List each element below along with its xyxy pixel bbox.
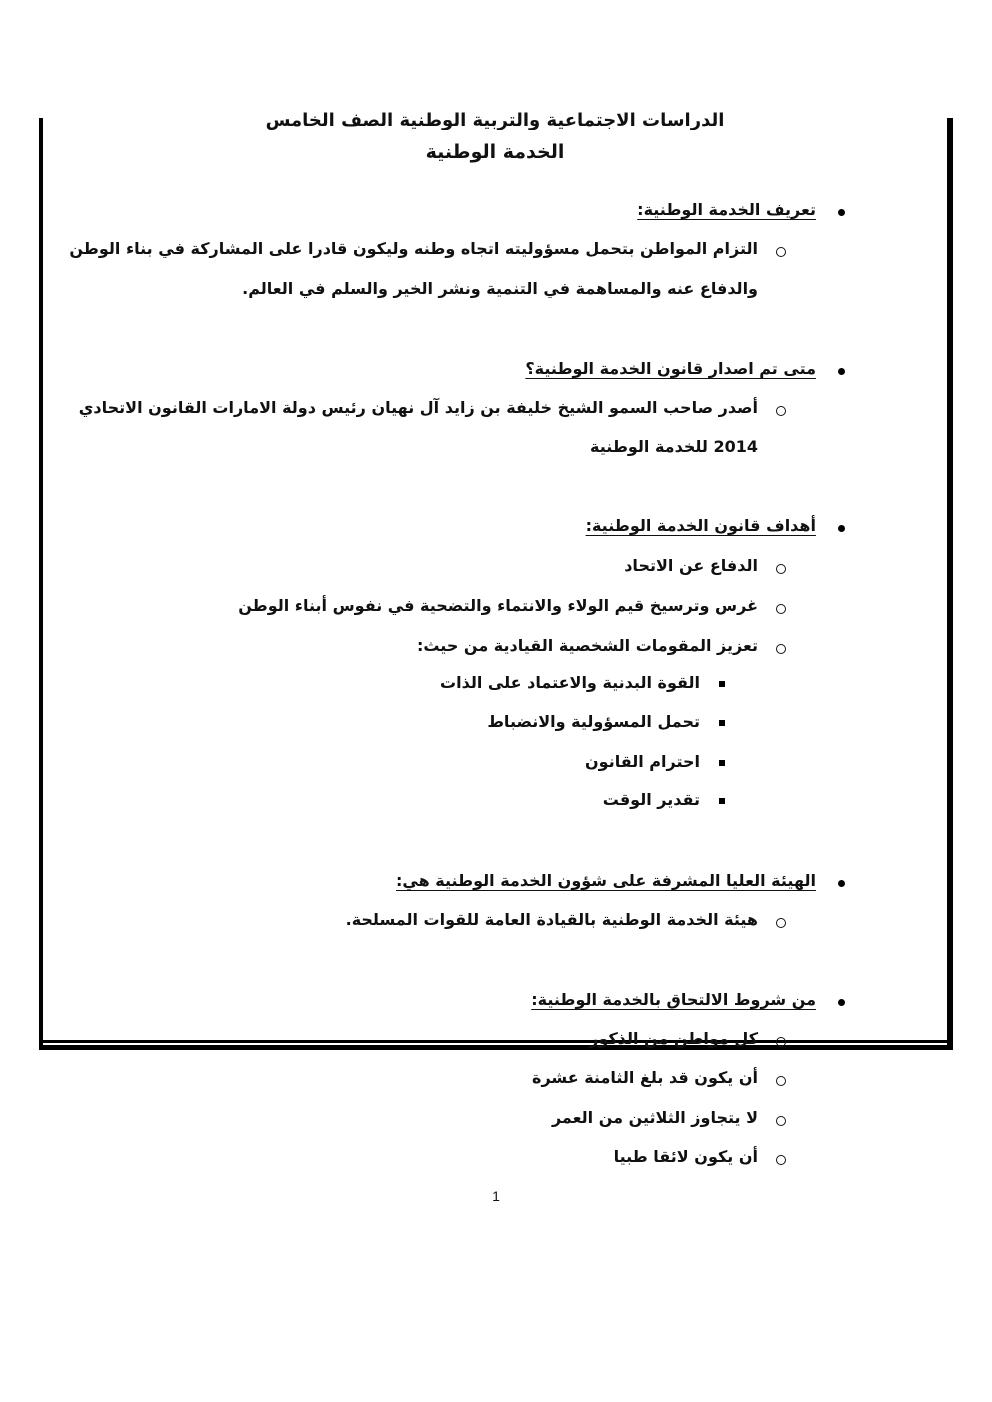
circle-bullet-icon — [776, 564, 786, 574]
list-item: تعزيز المقومات الشخصية القيادية من حيث: — [0, 636, 992, 658]
page-number: 1 — [492, 1188, 500, 1204]
list-item: لا يتجاوز الثلاثين من العمر — [0, 1108, 992, 1130]
list-item: الدفاع عن الاتحاد — [0, 556, 992, 578]
circle-bullet-icon — [776, 1116, 786, 1126]
list-item: أصدر صاحب السمو الشيخ خليفة بن زايد آل نهيان رئيس دولة الامارات القانون الاتحادي — [0, 398, 992, 420]
section-heading: الهيئة العليا المشرفة على شؤون الخدمة الوطنية هي: — [0, 871, 992, 893]
list-item: غرس وترسيخ قيم الولاء والانتماء والتضحية في نفوس أبناء الوطن — [0, 596, 992, 618]
circle-bullet-icon — [776, 1155, 786, 1165]
sub-list-item: احترام القانون — [0, 752, 992, 774]
square-bullet-icon — [719, 681, 725, 687]
square-bullet-icon — [719, 798, 725, 804]
list-item: هيئة الخدمة الوطنية بالقيادة العامة للقوات المسلحة. — [0, 910, 992, 932]
list-item-continuation: والدفاع عنه والمساهمة في التنمية ونشر الخير والسلم في العالم. — [242, 279, 758, 298]
circle-bullet-icon — [776, 918, 786, 928]
sub-list-item: تقدير الوقت — [0, 790, 992, 812]
bullet-dot-icon — [838, 525, 845, 532]
bullet-dot-icon — [838, 368, 845, 375]
circle-bullet-icon — [776, 406, 786, 416]
list-item: أن يكون قد بلغ الثامنة عشرة — [0, 1068, 992, 1090]
circle-bullet-icon — [776, 604, 786, 614]
section-heading: متى تم اصدار قانون الخدمة الوطنية؟ — [0, 359, 992, 381]
square-bullet-icon — [719, 720, 725, 726]
bullet-dot-icon — [838, 209, 845, 216]
bullet-dot-icon — [838, 999, 845, 1006]
subject-line: الدراسات الاجتماعية والتربية الوطنية الصف الخامس — [265, 110, 725, 130]
page-title: الخدمة الوطنية — [425, 141, 565, 163]
list-item: كل مواطن من الذكور — [0, 1029, 992, 1051]
section-heading: تعريف الخدمة الوطنية: — [0, 200, 992, 222]
section-heading: أهداف قانون الخدمة الوطنية: — [0, 516, 992, 538]
circle-bullet-icon — [776, 1076, 786, 1086]
sub-list-item: القوة البدنية والاعتماد على الذات — [0, 673, 992, 695]
list-item-continuation: 2014 للخدمة الوطنية — [590, 437, 758, 456]
circle-bullet-icon — [776, 644, 786, 654]
list-item: التزام المواطن بتحمل مسؤوليته اتجاه وطنه وليكون قادرا على المشاركة في بناء الوطن — [0, 239, 992, 261]
section-heading: من شروط الالتحاق بالخدمة الوطنية: — [0, 990, 992, 1012]
page-header — [43, 108, 947, 168]
circle-bullet-icon — [776, 247, 786, 257]
circle-bullet-icon — [776, 1037, 786, 1047]
list-item: أن يكون لائقا طبيا — [0, 1147, 992, 1169]
sub-list-item: تحمل المسؤولية والانضباط — [0, 712, 992, 734]
bullet-dot-icon — [838, 880, 845, 887]
square-bullet-icon — [719, 760, 725, 766]
